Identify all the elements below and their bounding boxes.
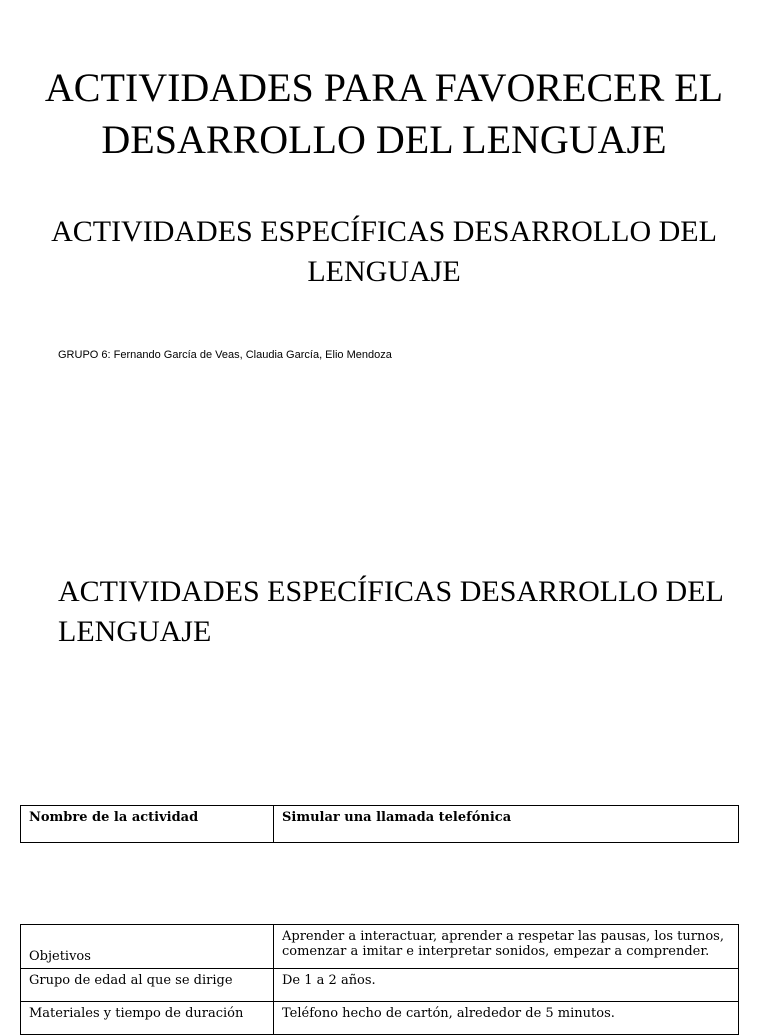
- activity-name-label: Nombre de la actividad: [21, 806, 274, 843]
- table-row: [21, 806, 739, 843]
- section-heading: ACTIVIDADES ESPECÍFICAS DESARROLLO DEL LENGUAJE: [58, 575, 723, 648]
- group-members: GRUPO 6: Fernando García de Veas, Claudia García, Elio Mendoza: [58, 349, 392, 361]
- age-group-label: Grupo de edad al que se dirige: [21, 969, 274, 1002]
- page-subtitle: ACTIVIDADES ESPECÍFICAS DESARROLLO DEL LENGUAJE: [51, 215, 717, 288]
- objectives-label: Objetivos: [21, 925, 274, 969]
- activity-name-value: Simular una llamada telefónica: [274, 806, 739, 843]
- materials-value: Teléfono hecho de cartón, alrededor de 5 minutos.: [274, 1002, 739, 1035]
- age-group-value: De 1 a 2 años.: [274, 969, 739, 1002]
- table-row: [21, 969, 739, 1002]
- objectives-value: Aprender a interactuar, aprender a respetar las pausas, los turnos, comenzar a imitar e interpretar sonidos, empezar a comprender.: [274, 925, 739, 969]
- activity-details-table: [20, 924, 739, 1035]
- materials-label: Materiales y tiempo de duración: [21, 1002, 274, 1035]
- table-row: [21, 925, 739, 969]
- activity-name-table: [20, 805, 739, 843]
- page-title: ACTIVIDADES PARA FAVORECER EL DESARROLLO DEL LENGUAJE: [44, 65, 724, 162]
- table-row: [21, 1002, 739, 1035]
